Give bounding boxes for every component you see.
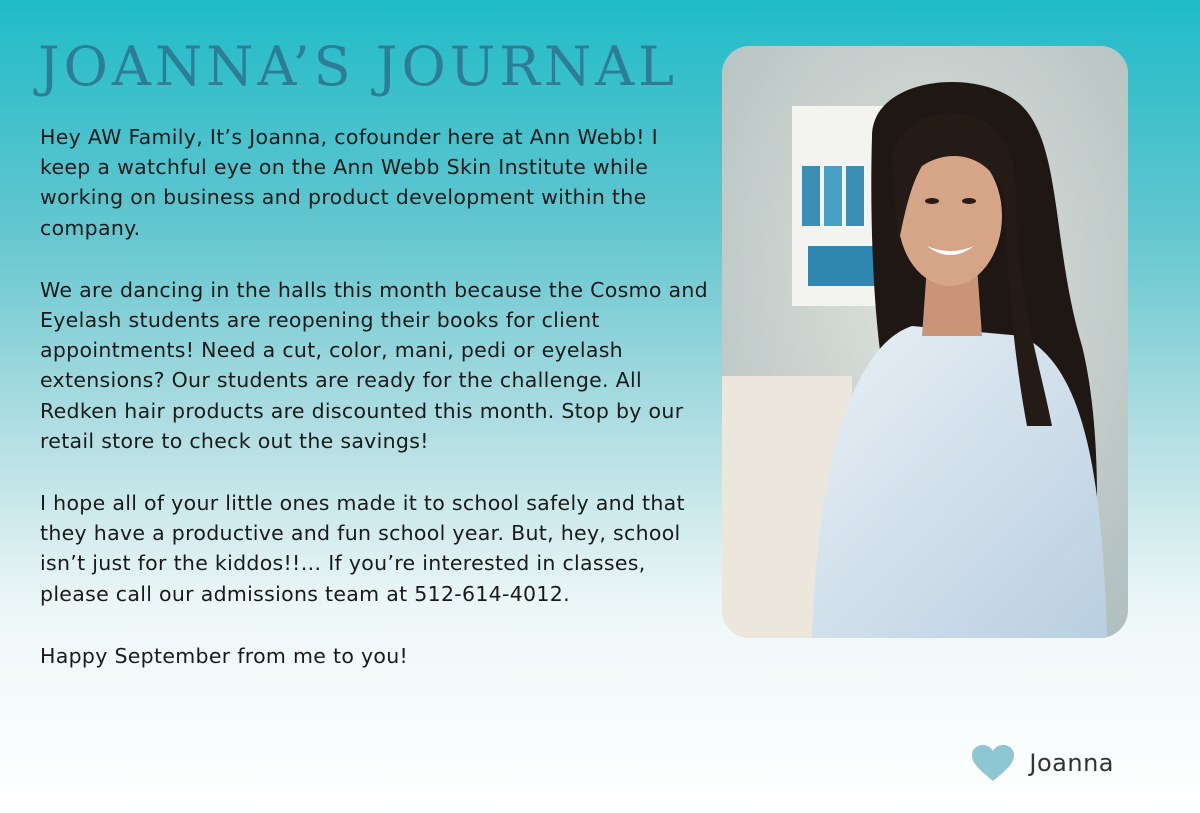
signature [971,744,1114,782]
paragraph-intro: Hey AW Family, It’s Joanna, cofounder here at Ann Webb! I keep a watchful eye on the Ann Webb Skin Institute while working on business and product development within the company. [40,125,658,240]
paragraph-closing: Happy September from me to you! [40,643,409,668]
portrait-photo [722,46,1128,638]
paragraph-school: I hope all of your little ones made it to school safely and that they have a productive and fun school year. But, hey, school isn’t just for the kiddos!!… If you’re interested in classes, please call our admissions team at 512-614-4012. [40,491,685,606]
journal-body [40,122,710,703]
page-title: JOANNA’S JOURNAL [38,35,678,98]
heart-icon [971,744,1015,782]
signature-name: Joanna [1029,749,1114,777]
paragraph-students: We are dancing in the halls this month because the Cosmo and Eyelash students are reopening their books for client appointments! Need a cut, color, mani, pedi or eyelash extensions? Our students are ready for the challenge. All Redken hair products are discounted this month. Stop by our retail store to check out the savings! [40,277,708,453]
